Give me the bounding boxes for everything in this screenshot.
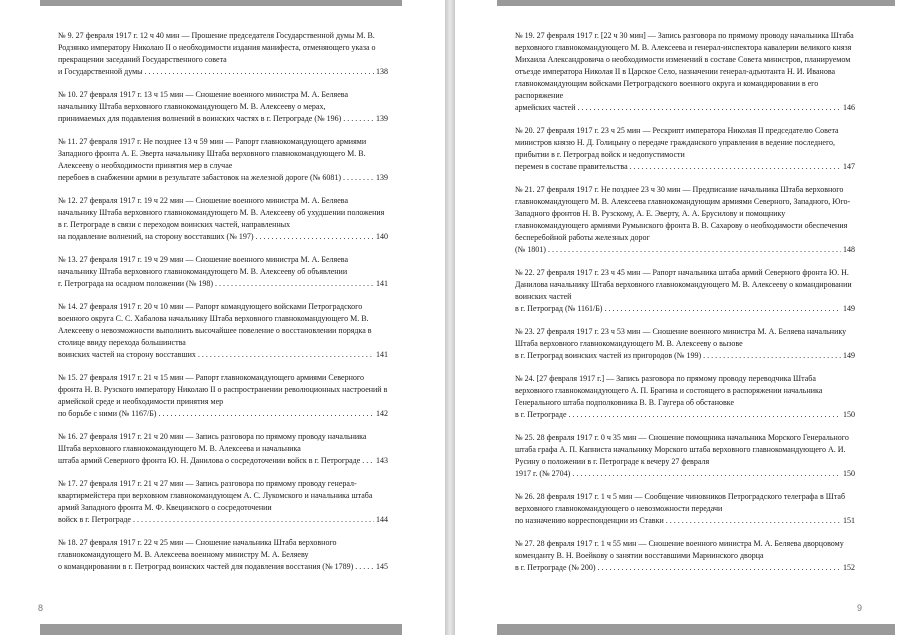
entry-text: № 16. 27 февраля 1917 г. 21 ч 20 мин — Запись разговора по прямому проводу начальника Штаба верховного главнокомандующего М. В. Алексеева и начальника	[58, 432, 367, 453]
entry-page-number: 152	[843, 563, 855, 572]
entry-text: № 27. 28 февраля 1917 г. 1 ч 55 мин — Сношение военного министра М. А. Беляева дворцовому коменданту В. Н. Воейкову о занятии восставшими Мариинского дворца	[515, 539, 844, 560]
entry-page-number: 142	[376, 409, 388, 418]
toc-entry[interactable]	[58, 30, 388, 78]
entry-text-end: о командировании в г. Петроград воинских частей для подавления восстания (№ 1789)	[58, 562, 354, 571]
entry-page-number: 141	[376, 279, 388, 288]
bottom-bar	[40, 624, 402, 635]
toc-entry[interactable]	[58, 301, 388, 361]
entry-page-number: 138	[376, 67, 388, 76]
entry-text: № 13. 27 февраля 1917 г. 19 ч 29 мин — Сношение военного министра М. А. Беляева начальнику Штаба верховного главнокомандующего М. В. Алексееву об объявлении	[58, 255, 349, 276]
entry-text-end: перебоев в снабжении армии в результате забастовок на железной дороге (№ 6081)	[58, 173, 341, 182]
leader-dots	[630, 161, 841, 173]
leader-dots	[198, 349, 374, 361]
leader-dots	[548, 244, 841, 256]
entry-text: № 21. 27 февраля 1917 г. Не позднее 23 ч 30 мин — Предписание начальника Штаба верховного главнокомандующего М. В. Алексеева главнокомандующим армиями Северного, Западного, Юго-Западного фронтов Н. В. Рузскому, А. Е. Эверту, А. А. Брусилову и помощнику главнокомандующего армиями Румынского фронта В. В. Сахарову о необходимости обеспечения бесперебойной работы железных дорог	[515, 185, 851, 242]
entry-text-end: в г. Петрограде (№ 200)	[515, 563, 596, 572]
entry-text: № 20. 27 февраля 1917 г. 23 ч 25 мин — Рескрипт императора Николая II председателю Совета министров князю Н. Д. Голицыну о передаче гражданского управления в ведение последнего, прибытии в г. Петроград войск и недопустимости	[515, 126, 839, 159]
leader-dots	[703, 350, 841, 362]
entry-page-number: 139	[376, 173, 388, 182]
entry-text-end: и Государственной думы	[58, 67, 143, 76]
entry-text-end: принимаемых для подавления волнений в воинских частях в г. Петрограде (№ 196)	[58, 114, 342, 123]
leader-dots	[598, 562, 842, 574]
toc-entry[interactable]	[515, 267, 855, 315]
entry-text: № 24. [27 февраля 1917 г.] — Запись разговора по прямому проводу переводчика Штаба верховного главнокомандующего А. П. Брагина и состоящего в распоряжении начальника Генерального штаба подполковника В. В. Гаугера об обстановке	[515, 374, 823, 407]
entry-text: № 11. 27 февраля 1917 г. Не позднее 13 ч 59 мин — Рапорт главнокомандующего армиями Западного фронта А. Е. Эверта начальнику Штаба верховного главнокомандующего М. В. Алексееву о необходимости принятия мер в случае	[58, 137, 367, 170]
entry-page-number: 148	[843, 245, 855, 254]
entry-text-end: 1917 г. (№ 2704)	[515, 469, 571, 478]
entry-text-end: в г. Петроград (№ 1161/Б)	[515, 304, 603, 313]
leader-dots	[362, 455, 374, 467]
bottom-bar	[497, 624, 895, 635]
entry-text-end: воинских частей на сторону восставших	[58, 350, 196, 359]
leader-dots	[133, 514, 374, 526]
entry-text-end: г. Петрограда на осадном положении (№ 198)	[58, 279, 213, 288]
toc-entry[interactable]	[515, 432, 855, 480]
toc-entry[interactable]	[58, 254, 388, 290]
top-bar	[40, 0, 402, 6]
leader-dots	[256, 231, 374, 243]
entry-text-end: в г. Петрограде	[515, 410, 567, 419]
entry-text: № 25. 28 февраля 1917 г. 0 ч 35 мин — Сношение помощника начальника Морского Генерального штаба графа А. П. Капниста начальнику Морского штаба верховного главнокомандующего А. И. Русину о положении в г. Петрограде к вечеру 27 февраля	[515, 433, 849, 466]
entry-text-end: армейских частей	[515, 103, 576, 112]
entry-page-number: 147	[843, 162, 855, 171]
entry-page-number: 144	[376, 515, 388, 524]
entry-text-end: штаба армий Северного фронта Ю. Н. Данилова о сосредоточении войск в г. Петрограде	[58, 456, 361, 465]
toc-entry[interactable]	[515, 373, 855, 421]
entry-text-end: войск в г. Петрограде	[58, 515, 131, 524]
entry-text: № 18. 27 февраля 1917 г. 22 ч 25 мин — Сношение начальника Штаба верховного главнокомандующего М. В. Алексеева военному министру М. А. Беляеву	[58, 538, 337, 559]
page-number: 9	[857, 603, 863, 613]
entry-text-end: на подавление волнений, на сторону восставших (№ 197)	[58, 232, 254, 241]
toc-entry[interactable]	[515, 30, 855, 114]
leader-dots	[158, 408, 374, 420]
entry-page-number: 143	[376, 456, 388, 465]
entry-page-number: 151	[843, 516, 855, 525]
leader-dots	[145, 66, 374, 78]
entry-text: № 26. 28 февраля 1917 г. 1 ч 5 мин — Сообщение чиновников Петроградского телеграфа в Штаб верховного главнокомандующего о невозможности передачи	[515, 492, 846, 513]
leader-dots	[215, 278, 374, 290]
entry-text-end: в г. Петроград воинских частей из пригородов (№ 199)	[515, 351, 702, 360]
entry-text: № 10. 27 февраля 1917 г. 13 ч 15 мин — Сношение военного министра М. А. Беляева начальнику Штаба верховного главнокомандующего М. В. Алексееву о мерах,	[58, 90, 349, 111]
page-number: 8	[38, 603, 44, 613]
toc-entries	[515, 30, 855, 585]
entry-text-end: по борьбе с ними (№ 1167/Б)	[58, 409, 157, 418]
entry-text: № 22. 27 февраля 1917 г. 23 ч 45 мин — Рапорт начальника штаба армий Северного фронта Ю. Н. Данилова начальнику Штаба верховного главнокомандующего М. В. Алексееву о командировании воинских частей	[515, 268, 852, 301]
leader-dots	[578, 102, 842, 114]
toc-entry[interactable]	[58, 372, 388, 420]
entry-page-number: 146	[843, 103, 855, 112]
leader-dots	[343, 113, 374, 125]
entry-page-number: 150	[843, 469, 855, 478]
toc-entry[interactable]	[515, 184, 855, 256]
book-gutter	[445, 0, 455, 635]
toc-entry[interactable]	[58, 431, 388, 467]
entry-text: № 9. 27 февраля 1917 г. 12 ч 40 мин — Прошение председателя Государственной думы М. В. Родзянко императору Николаю II о необходимости издания манифеста, отменяющего указа о прекращении заседаний Государственного совета	[58, 31, 376, 64]
entry-text: № 15. 27 февраля 1917 г. 21 ч 15 мин — Рапорт главнокомандующего армиями Северного фронта Н. В. Рузского императору Николаю II о распространении революционных настроений в армейской среде и необходимости принятия мер	[58, 373, 388, 406]
leader-dots	[666, 515, 841, 527]
entry-text: № 12. 27 февраля 1917 г. 19 ч 22 мин — Сношение военного министра М. А. Беляева начальнику Штаба верховного главнокомандующего М. В. Алексееву об ухудшении положения в г. Петрограде в связи с переходом воинских частей, направленных	[58, 196, 385, 229]
toc-entry[interactable]	[515, 538, 855, 574]
toc-entry[interactable]	[515, 326, 855, 362]
right-page	[455, 0, 900, 635]
toc-entry[interactable]	[515, 491, 855, 527]
entry-page-number: 145	[376, 562, 388, 571]
leader-dots	[343, 172, 374, 184]
entry-page-number: 150	[843, 410, 855, 419]
entry-text-end: по назначению корреспонденции из Ставки	[515, 516, 664, 525]
top-bar	[497, 0, 895, 6]
leader-dots	[569, 409, 841, 421]
toc-entry[interactable]	[515, 125, 855, 173]
entry-text-end: (№ 1801)	[515, 245, 546, 254]
left-page	[0, 0, 445, 635]
toc-entry[interactable]	[58, 89, 388, 125]
entry-page-number: 149	[843, 351, 855, 360]
toc-entry[interactable]	[58, 195, 388, 243]
leader-dots	[572, 468, 841, 480]
entry-text-end: перемен в составе правительства	[515, 162, 628, 171]
toc-entries	[58, 30, 388, 584]
entry-text: № 19. 27 февраля 1917 г. [22 ч 30 мин] — Запись разговора по прямому проводу начальника Штаба верховного главнокомандующего М. В. Алексеева и генерал-инспектора кавалерии великого князя Михаила Александровича о необходимости изменений в составе Совета министров, планируемом отъезде императора Николая II в Царское Село, назначении генерал-адъютанта Н. И. Иванова главнокомандующим войсками Петроградского военного округа и командировании в его распоряжение	[515, 31, 854, 100]
entry-page-number: 140	[376, 232, 388, 241]
toc-entry[interactable]	[58, 537, 388, 573]
entry-text: № 17. 27 февраля 1917 г. 21 ч 27 мин — Запись разговора по прямому проводу генерал-квартирмейстера при верховном главнокомандующем А. С. Лукомского и начальника штаба армий Западного фронта М. Ф. Квецинского о сосредоточении	[58, 479, 373, 512]
leader-dots	[604, 303, 841, 315]
entry-text: № 23. 27 февраля 1917 г. 23 ч 53 мин — Сношение военного министра М. А. Беляева начальнику Штаба верховного главнокомандующего М. В. Алексееву о вызове	[515, 327, 847, 348]
entry-page-number: 149	[843, 304, 855, 313]
entry-page-number: 139	[376, 114, 388, 123]
entry-text: № 14. 27 февраля 1917 г. 20 ч 10 мин — Рапорт командующего войсками Петроградского военного округа С. С. Хабалова начальнику Штаба верховного главнокомандующего М. В. Алексееву о невозможности выполнить высочайшее повеление о восстановлении порядка в столице ввиду перехода большинства	[58, 302, 372, 347]
toc-entry[interactable]	[58, 136, 388, 184]
leader-dots	[355, 561, 374, 573]
entry-page-number: 141	[376, 350, 388, 359]
toc-entry[interactable]	[58, 478, 388, 526]
